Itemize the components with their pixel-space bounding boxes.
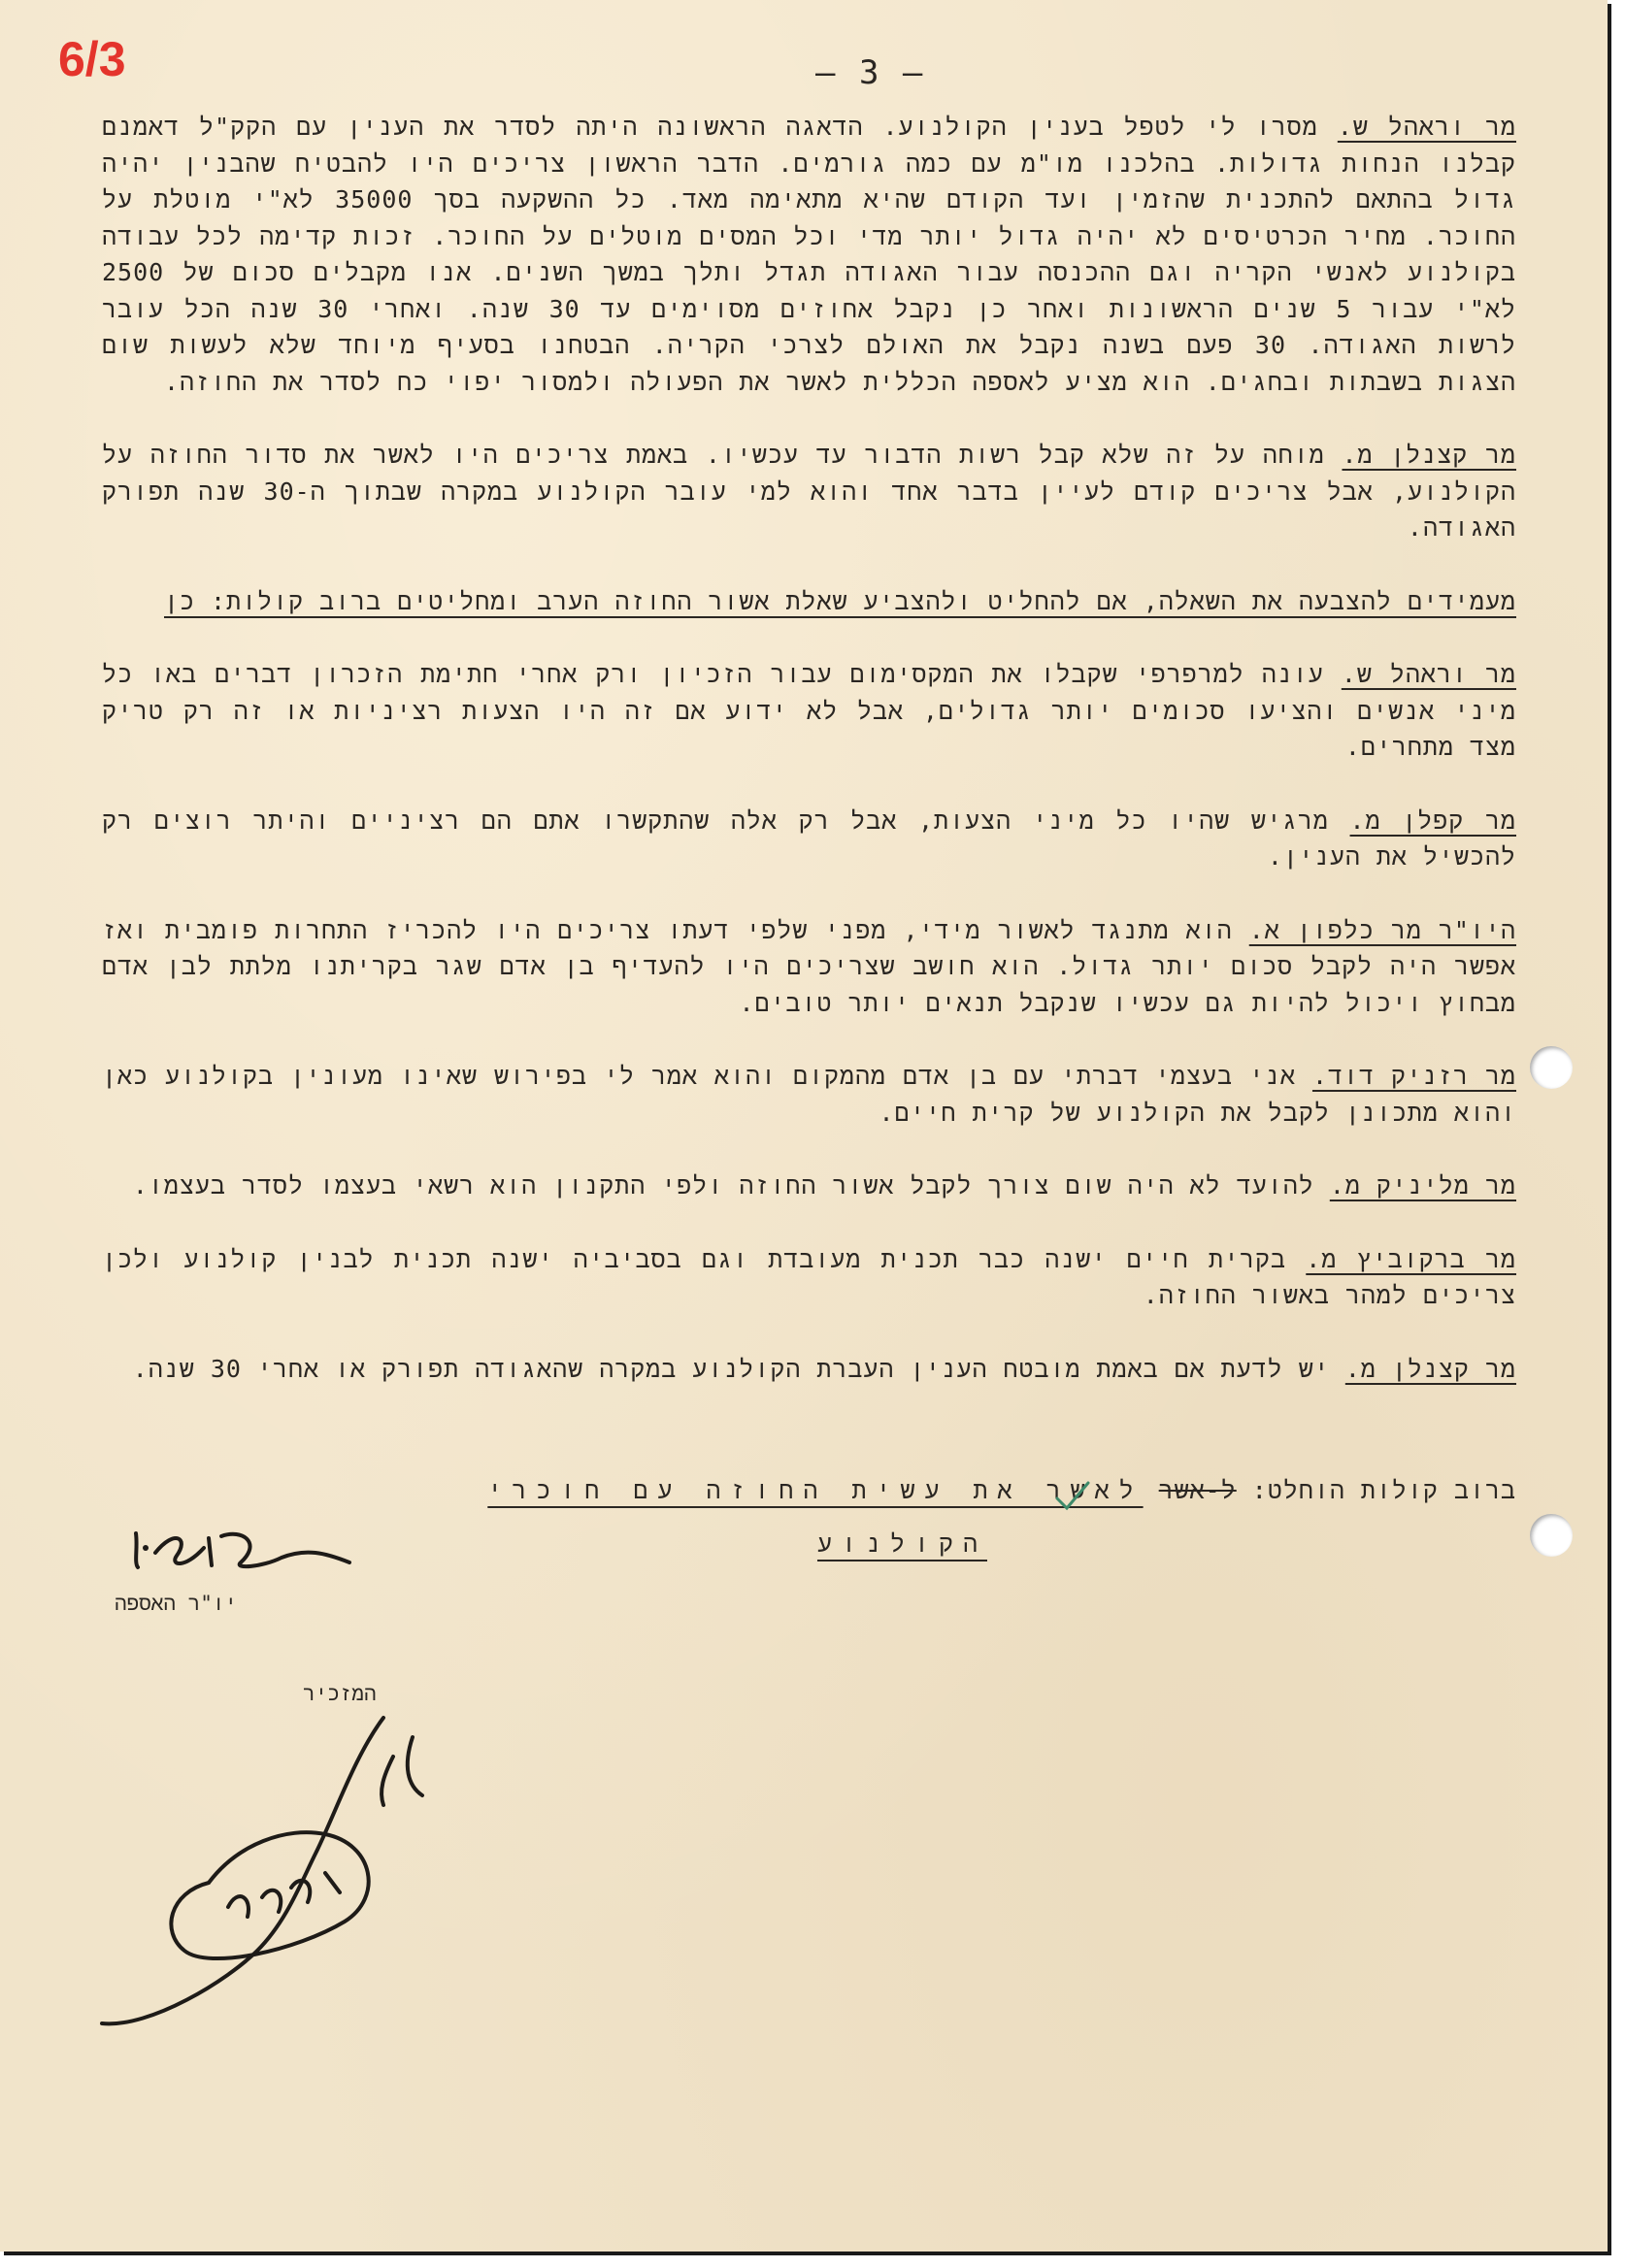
check-mark-icon [1053, 1477, 1092, 1516]
paragraph-text: להועד לא היה שום צורך לקבל אשור החוזה ולפי התקנון הוא רשאי בעצמו לסדר בעצמו. [132, 1171, 1314, 1200]
page-id-stamp: 6/3 [58, 32, 126, 86]
paragraph-text: יש לדעת אם באמת מובטח הענין העברת הקולנוע במקרה שהאגודה תפורק או אחרי 30 שנה. [132, 1354, 1330, 1383]
paragraph [102, 803, 1516, 875]
speaker-name: מר קפלן מ. [1349, 805, 1516, 835]
resolution-decision-continued: הקולנוע [816, 1529, 987, 1558]
speaker-name: מר וראהל ש. [1341, 660, 1516, 688]
resolution-line [99, 1517, 1516, 1570]
vote-paragraph [102, 583, 1516, 620]
page-number: — 3 — [815, 53, 925, 92]
speaker-name: מר קצנלן מ. [1344, 1354, 1516, 1383]
secretary-signature [92, 1698, 461, 2048]
secretary-label: המזכיר [303, 1682, 377, 1705]
paragraph [102, 912, 1516, 1022]
speaker-name: היו"ר מר כלפון א. [1248, 915, 1516, 944]
punch-hole [1530, 1514, 1573, 1557]
chairman-label: יו"ר האספה [115, 1592, 238, 1615]
paragraph-text: בקרית חיים ישנה כבר תכנית מעובדת וגם בסביביה ישנה תכנית לבנין קולנוע ולכן צריכים למהר באשור החוזה. [102, 1244, 1516, 1309]
resolution-decision: לאשר את עשית החוזה עם חוכרי [487, 1476, 1144, 1504]
speaker-name: מר רזניק דוד. [1311, 1062, 1516, 1090]
speaker-name: מר ברקוביץ מ. [1306, 1244, 1516, 1273]
struck-text: ל-אשר [1158, 1476, 1237, 1504]
paragraph [102, 1167, 1516, 1204]
paragraph-text: אני בעצמי דברתי עם בן אדם מהמקום והוא אמר לי בפירוש שאינו מעונין בקולנוע כאן והוא מתכונן לקבל את הקולנוע של קרית חיים. [102, 1062, 1516, 1127]
paragraph-text: מרגיש שהיו כל מיני הצעות, אבל רק אלה שהתקשרו אתם הם רציניים והיתר רוצים רק להכשיל את הענין. [102, 805, 1516, 871]
paragraph [102, 437, 1516, 546]
resolution-line [99, 1463, 1516, 1517]
resolution [99, 1463, 1516, 1570]
paragraph [102, 1058, 1516, 1131]
vote-text: מעמידים להצבעה את השאלה, אם להחליט ולהצביע שאלת אשור החוזה הערב ומחליטים ברוב קולות: כן [164, 586, 1516, 615]
minutes-body [102, 109, 1516, 1424]
paragraph [102, 109, 1516, 400]
speaker-name: מר קצנלן מ. [1342, 441, 1516, 469]
resolution-prefix: ברוב קולות הוחלט: [1251, 1476, 1516, 1504]
paragraph-text: מסרו לי לטפל בענין הקולנוע. הדאגה הראשונה היתה לסדר את הענין עם הקק"ל דאמנם קבלנו הנחות גדולות. בהלכנו מו"מ עם כמה גורמים. הדבר הראשון צריכים היו להבטיח שהבנין יהיה גדול בהתאם להתכנית שהזמין ועד הקודם שהיא מתאימה מאד. כל ההשקעה בסך 35000 לא"י מוטלת על החוכר. מחיר הכרטיסים לא יהיה גדול יותר מדי וכל המסים מוטלים על החוכר. זכות קדימה לכל עבודה בקולנוע לאנשי הקריה וגם ההכנסה עבור האגודה תגדל ותלך במשך השנים. אנו מקבלים סכום של 2500 לא"י עבור 5 שנים הראשונות ואחר כן נקבל אחוזים מסוימים עד 30 שנה. ואחרי 30 שנה הכל עובר לרשות האגודה. 30 פעם בשנה נקבל את האולם לצרכי הקריה. הבטחנו בסעיף מיוחד שלא לעשות שום הצגות בשבתות ובחגים. הוא מציע לאספה הכללית לאשר את הפעולה ולמסור יפוי כח לסדר את החוזה. [102, 113, 1516, 396]
punch-hole [1530, 1046, 1573, 1089]
paragraph-text: מוחה על זה שלא קבל רשות הדבור עד עכשיו. באמת צריכים היו לאשר את סדור החוזה על הקולנוע, אבל צריכים קודם לעיין בדבר אחד והוא למי עובר הקולנוע במקרה שבתוך ה-30 שנה תפורק האגודה. [102, 441, 1517, 542]
speaker-name: מר מליניק מ. [1329, 1171, 1516, 1200]
speaker-name: מר וראהל ש. [1337, 113, 1516, 141]
paragraph [102, 1351, 1516, 1388]
paragraph-text: הוא מתנגד לאשור מידי, מפני שלפי דעתו צריכים היו להכריז התחרות פומבית ואז אפשר היה לקבל סכום יותר גדול. הוא חושב שצריכים היו להעדיף בן אדם שגר בקריתנו מלתת לבן אדם מבחוץ ויכול להיות גם עכשיו שנקבל תנאים יותר טובים. [102, 915, 1516, 1017]
paragraph-text: עונה למרפרפי שקבלו את המקסימום עבור הזכיון ורק אחרי חתימת הזכרון דברים באו כל מיני אנשים והציעו סכומים יותר גדולים, אבל לא ידוע אם זה היו הצעות רציניות או זה רק טריק מצד מתחרים. [102, 660, 1516, 761]
paragraph [102, 1241, 1516, 1314]
paragraph [102, 656, 1516, 766]
